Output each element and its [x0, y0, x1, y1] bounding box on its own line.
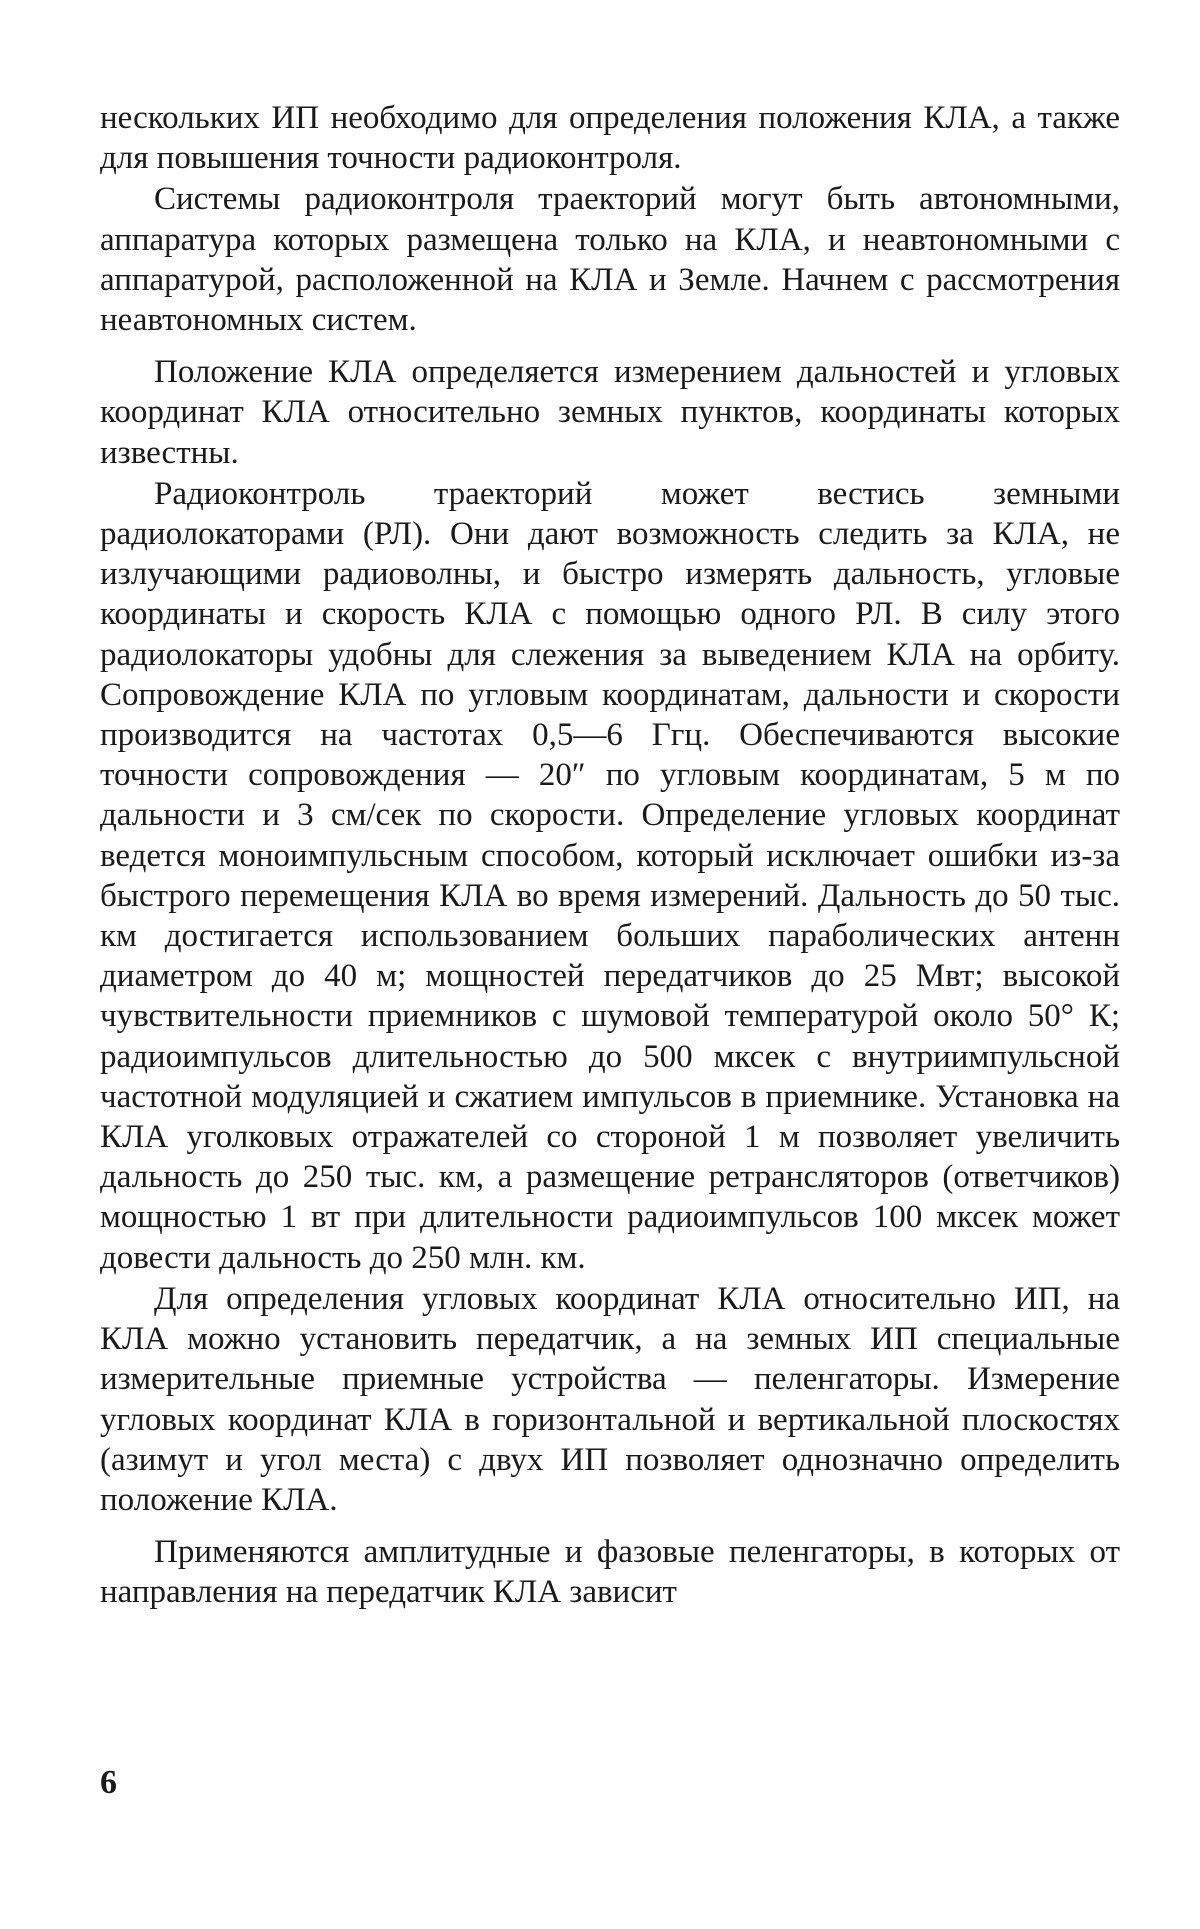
page-text-body	[100, 98, 1120, 1613]
paragraph-3: Положение КЛА определяется измерением дальностей и угловых координат КЛА относительно земных пунктов, координаты которых известны.	[100, 354, 1120, 471]
paragraph-2: Системы радиоконтроля траекторий могут быть автономными, аппаратура которых размещена только на КЛА, и неавтономными с аппаратурой, расположенной на КЛА и Земле. Начнем с рассмотрения неавтономных систем.	[100, 181, 1120, 339]
page-number: 6	[100, 1764, 117, 1801]
paragraph-4: Радиоконтроль траекторий может вестись земными радиолокаторами (РЛ). Они дают возможность следить за КЛА, не излучающими радиоволны, и быстро измерять дальность, угловые координаты и скорость КЛА с помощью одного РЛ. В силу этого радиолокаторы удобны для слежения за выведением КЛА на орбиту. Сопровождение КЛА по угловым координатам, дальности и скорости производится на частотах 0,5—6 Ггц. Обеспечиваются высокие точности сопровождения — 20″ по угловым координатам, 5 м по дальности и 3 см/сек по скорости. Определение угловых координат ведется моноимпульсным способом, который исключает ошибки из-за быстрого перемещения КЛА во время измерений. Дальность до 50 тыс. км достигается использованием больших параболических антенн диаметром до 40 м; мощностей передатчиков до 25 Мвт; высокой чувствительности приемников с шумовой температурой около 50° К; радиоимпульсов длительностью до 500 мксек с внутриимпульсной частотной модуляцией и сжатием импульсов в приемнике. Установка на КЛА уголковых отражателей со стороной 1 м позволяет увеличить дальность до 250 тыс. км, а размещение ретрансляторов (ответчиков) мощностью 1 вт при длительности радиоимпульсов 100 мксек может довести дальность до 250 млн. км.	[100, 475, 1120, 1276]
paragraph-6: Применяются амплитудные и фазовые пеленгаторы, в которых от направления на передатчик КЛА зависит	[100, 1534, 1120, 1611]
paragraph-5: Для определения угловых координат КЛА относительно ИП, на КЛА можно установить передатчик, а на земных ИП специальные измерительные приемные устройства — пеленгаторы. Измерение угловых координат КЛА в горизонтальной и вертикальной плоскостях (азимут и угол места) с двух ИП позволяет однозначно определить положение КЛА.	[100, 1280, 1120, 1518]
paragraph-1: нескольких ИП необходимо для определения положения КЛА, а также для повышения точности радиоконтроля.	[100, 100, 1120, 177]
